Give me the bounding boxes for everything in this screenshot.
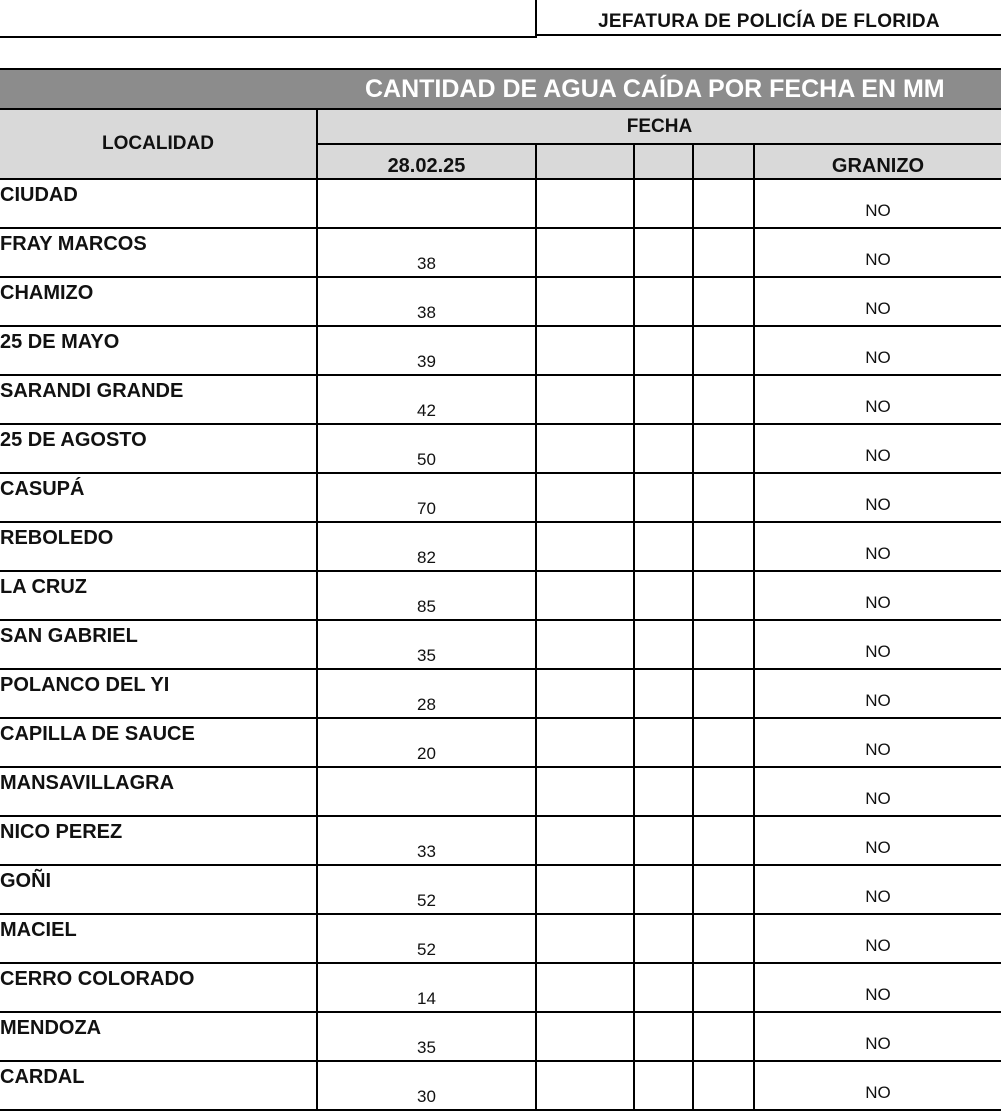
empty-date-cell — [634, 277, 693, 326]
table-row — [0, 571, 1001, 620]
localidad-cell: NICO PEREZ — [0, 816, 317, 865]
granizo-cell: NO — [754, 914, 1001, 963]
table-row — [0, 620, 1001, 669]
empty-date-cell — [693, 1012, 754, 1061]
empty-date-cell — [536, 620, 634, 669]
table-row — [0, 767, 1001, 816]
localidad-cell: CAPILLA DE SAUCE — [0, 718, 317, 767]
empty-date-cell — [536, 571, 634, 620]
granizo-cell: NO — [754, 865, 1001, 914]
organization-name: JEFATURA DE POLICÍA DE FLORIDA — [598, 11, 940, 32]
table-row — [0, 473, 1001, 522]
rainfall-mm-cell: 38 — [317, 277, 536, 326]
localidad-cell: CIUDAD — [0, 179, 317, 228]
empty-date-cell — [536, 669, 634, 718]
empty-date-cell — [693, 620, 754, 669]
table-row — [0, 865, 1001, 914]
column-header-date-3 — [634, 144, 693, 179]
empty-date-cell — [536, 767, 634, 816]
empty-date-cell — [634, 1012, 693, 1061]
localidad-cell: 25 DE MAYO — [0, 326, 317, 375]
column-header-fecha: FECHA — [317, 109, 1001, 144]
empty-date-cell — [693, 865, 754, 914]
empty-date-cell — [536, 865, 634, 914]
table-row — [0, 228, 1001, 277]
granizo-cell: NO — [754, 326, 1001, 375]
rainfall-mm-cell: 70 — [317, 473, 536, 522]
granizo-cell: NO — [754, 522, 1001, 571]
localidad-cell: FRAY MARCOS — [0, 228, 317, 277]
localidad-cell: CHAMIZO — [0, 277, 317, 326]
column-header-date-1: 28.02.25 — [317, 144, 536, 179]
granizo-cell: NO — [754, 1061, 1001, 1110]
table-row — [0, 424, 1001, 473]
rainfall-mm-cell: 28 — [317, 669, 536, 718]
table-title: CANTIDAD DE AGUA CAÍDA POR FECHA EN MM — [365, 75, 945, 103]
empty-date-cell — [634, 522, 693, 571]
rainfall-mm-cell: 52 — [317, 914, 536, 963]
localidad-cell: MACIEL — [0, 914, 317, 963]
granizo-cell: NO — [754, 424, 1001, 473]
rainfall-mm-cell: 14 — [317, 963, 536, 1012]
granizo-cell: NO — [754, 473, 1001, 522]
empty-date-cell — [693, 571, 754, 620]
localidad-cell: CERRO COLORADO — [0, 963, 317, 1012]
localidad-cell: MANSAVILLAGRA — [0, 767, 317, 816]
empty-date-cell — [536, 277, 634, 326]
granizo-cell: NO — [754, 669, 1001, 718]
empty-date-cell — [693, 522, 754, 571]
rainfall-mm-cell: 82 — [317, 522, 536, 571]
granizo-cell: NO — [754, 571, 1001, 620]
rainfall-mm-cell: 42 — [317, 375, 536, 424]
granizo-cell: NO — [754, 816, 1001, 865]
organization-header-box — [535, 0, 1001, 36]
table-row — [0, 522, 1001, 571]
column-header-date-2 — [536, 144, 634, 179]
localidad-cell: 25 DE AGOSTO — [0, 424, 317, 473]
table-title-row — [0, 69, 1001, 109]
table-row — [0, 963, 1001, 1012]
table-row — [0, 1012, 1001, 1061]
empty-date-cell — [634, 718, 693, 767]
granizo-cell: NO — [754, 277, 1001, 326]
empty-date-cell — [536, 1061, 634, 1110]
empty-date-cell — [634, 228, 693, 277]
table-row — [0, 277, 1001, 326]
rainfall-mm-cell: 85 — [317, 571, 536, 620]
column-header-date-4 — [693, 144, 754, 179]
column-header-granizo: GRANIZO — [754, 144, 1001, 179]
empty-date-cell — [693, 963, 754, 1012]
empty-date-cell — [693, 473, 754, 522]
table-row — [0, 375, 1001, 424]
localidad-cell: MENDOZA — [0, 1012, 317, 1061]
table-row — [0, 326, 1001, 375]
rainfall-mm-cell — [317, 179, 536, 228]
table-row — [0, 669, 1001, 718]
empty-date-cell — [634, 816, 693, 865]
empty-date-cell — [693, 914, 754, 963]
empty-date-cell — [693, 277, 754, 326]
empty-date-cell — [536, 473, 634, 522]
empty-date-cell — [634, 571, 693, 620]
empty-date-cell — [536, 963, 634, 1012]
table-row — [0, 1061, 1001, 1110]
empty-date-cell — [536, 375, 634, 424]
empty-date-cell — [634, 963, 693, 1012]
empty-date-cell — [693, 767, 754, 816]
empty-date-cell — [634, 865, 693, 914]
empty-date-cell — [693, 424, 754, 473]
table-row — [0, 179, 1001, 228]
empty-date-cell — [693, 179, 754, 228]
empty-date-cell — [634, 1061, 693, 1110]
localidad-cell: POLANCO DEL YI — [0, 669, 317, 718]
granizo-cell: NO — [754, 179, 1001, 228]
empty-date-cell — [693, 669, 754, 718]
empty-date-cell — [536, 522, 634, 571]
rainfall-mm-cell: 52 — [317, 865, 536, 914]
localidad-cell: LA CRUZ — [0, 571, 317, 620]
granizo-cell: NO — [754, 1012, 1001, 1061]
localidad-cell: SAN GABRIEL — [0, 620, 317, 669]
granizo-cell: NO — [754, 767, 1001, 816]
granizo-cell: NO — [754, 228, 1001, 277]
rainfall-mm-cell: 38 — [317, 228, 536, 277]
empty-date-cell — [634, 620, 693, 669]
table-row — [0, 816, 1001, 865]
rainfall-table — [0, 68, 1001, 1111]
granizo-cell: NO — [754, 963, 1001, 1012]
empty-date-cell — [634, 375, 693, 424]
empty-date-cell — [693, 718, 754, 767]
empty-date-cell — [634, 473, 693, 522]
rainfall-mm-cell — [317, 767, 536, 816]
empty-date-cell — [536, 816, 634, 865]
empty-date-cell — [693, 375, 754, 424]
rainfall-mm-cell: 35 — [317, 1012, 536, 1061]
empty-date-cell — [693, 228, 754, 277]
localidad-cell: CASUPÁ — [0, 473, 317, 522]
table-body — [0, 179, 1001, 1110]
table-row — [0, 718, 1001, 767]
localidad-cell: REBOLEDO — [0, 522, 317, 571]
granizo-cell: NO — [754, 718, 1001, 767]
empty-date-cell — [536, 914, 634, 963]
table-row — [0, 914, 1001, 963]
rainfall-mm-cell: 30 — [317, 1061, 536, 1110]
rainfall-mm-cell: 35 — [317, 620, 536, 669]
empty-date-cell — [536, 179, 634, 228]
empty-date-cell — [634, 914, 693, 963]
header-rule — [0, 36, 537, 38]
empty-date-cell — [693, 326, 754, 375]
empty-date-cell — [693, 1061, 754, 1110]
empty-date-cell — [536, 1012, 634, 1061]
localidad-cell: CARDAL — [0, 1061, 317, 1110]
granizo-cell: NO — [754, 375, 1001, 424]
empty-date-cell — [536, 326, 634, 375]
empty-date-cell — [634, 424, 693, 473]
header-row-1 — [0, 109, 1001, 144]
empty-date-cell — [693, 816, 754, 865]
granizo-cell: NO — [754, 620, 1001, 669]
column-header-localidad: LOCALIDAD — [0, 109, 317, 179]
rainfall-mm-cell: 33 — [317, 816, 536, 865]
empty-date-cell — [536, 228, 634, 277]
empty-date-cell — [634, 179, 693, 228]
empty-date-cell — [634, 326, 693, 375]
rainfall-mm-cell: 50 — [317, 424, 536, 473]
rainfall-mm-cell: 39 — [317, 326, 536, 375]
localidad-cell: GOÑI — [0, 865, 317, 914]
empty-date-cell — [634, 767, 693, 816]
empty-date-cell — [536, 424, 634, 473]
empty-date-cell — [536, 718, 634, 767]
localidad-cell: SARANDI GRANDE — [0, 375, 317, 424]
rainfall-mm-cell: 20 — [317, 718, 536, 767]
empty-date-cell — [634, 669, 693, 718]
